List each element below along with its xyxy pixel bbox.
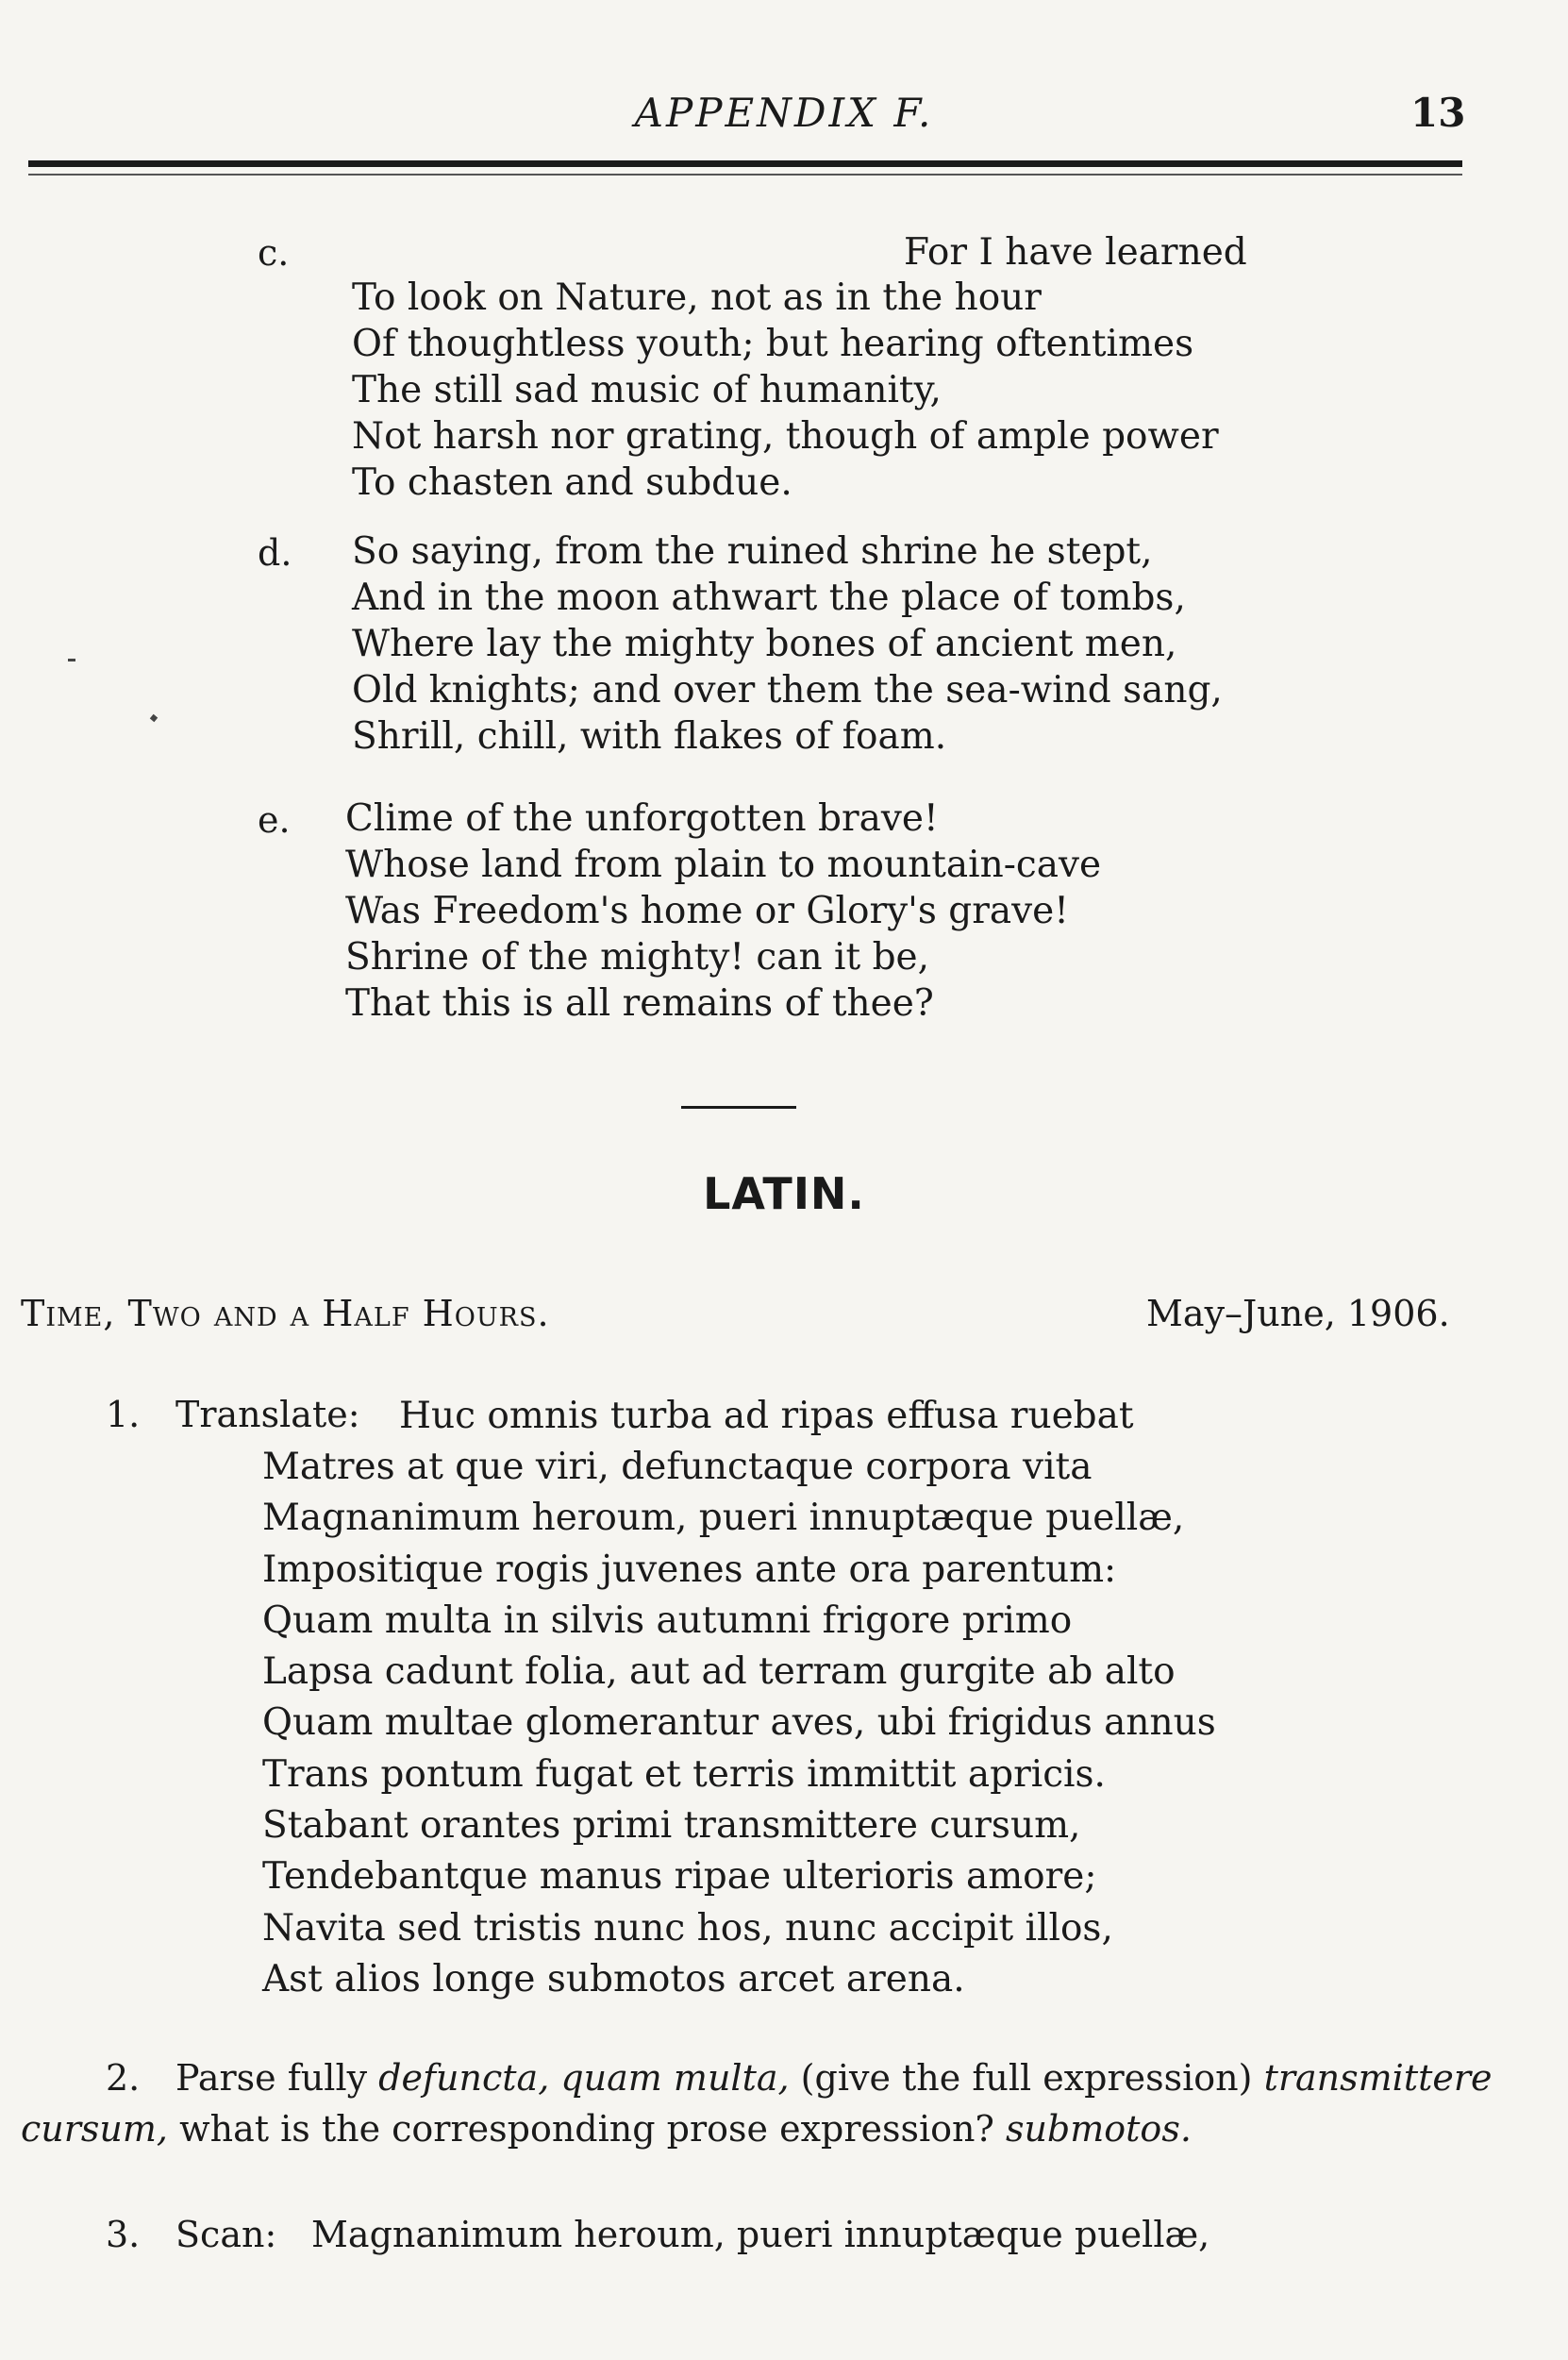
latin-verse-line: Magnanimum heroum, pueri innuptæque puellæ,	[262, 1497, 1185, 1540]
print-speck	[150, 714, 158, 722]
passage-c-label: c.	[258, 232, 290, 274]
passage-e-label: e.	[258, 799, 291, 841]
verse-line: So saying, from the ruined shrine he stept,	[352, 530, 1153, 573]
question-1-instruction: Translate:	[175, 1394, 360, 1435]
question-1-number: 1.	[106, 1394, 141, 1435]
q2-italic-term: transmittere	[1263, 2057, 1493, 2099]
latin-verse-line: Stabant orantes primi transmittere cursum,	[262, 1804, 1081, 1848]
verse-line: Whose land from plain to mountain-cave	[345, 844, 1102, 886]
verse-line: To look on Nature, not as in the hour	[352, 276, 1042, 319]
verse-line: That this is all remains of thee?	[345, 982, 934, 1025]
latin-verse-line: Huc omnis turba ad ripas effusa ruebat	[399, 1395, 1134, 1437]
verse-line: Shrill, chill, with flakes of foam.	[352, 715, 947, 758]
q2-text: what is the corresponding prose expression?	[168, 2108, 1006, 2150]
latin-verse-line: Quam multae glomerantur aves, ubi frigidus annus	[262, 1701, 1216, 1745]
latin-verse-line: Tendebantque manus ripae ulterioris amore;	[262, 1855, 1097, 1899]
question-3-text: Magnanimum heroum, pueri innuptæque puellæ,	[311, 2214, 1210, 2255]
passage-c-first-line: For I have learned	[904, 231, 1247, 274]
latin-heading: LATIN.	[703, 1168, 865, 1219]
verse-line: The still sad music of humanity,	[352, 369, 942, 411]
header-rule-thick	[28, 160, 1462, 167]
section-separator	[681, 1106, 796, 1109]
question-3-instruction: Scan:	[175, 2214, 277, 2255]
question-2-number: 2.	[106, 2057, 141, 2099]
question-3-number: 3.	[106, 2214, 141, 2255]
header-rule-thin	[28, 174, 1462, 176]
exam-time: Time, Two and a Half Hours.	[21, 1293, 550, 1334]
exam-date: May–June, 1906.	[1146, 1293, 1450, 1334]
verse-line: Was Freedom's home or Glory's grave!	[345, 890, 1069, 932]
passage-e	[345, 795, 1101, 1027]
passage-d-label: d.	[258, 532, 292, 574]
q2-text: Parse fully	[175, 2057, 379, 2099]
verse-line: To chasten and subdue.	[352, 461, 792, 504]
q2-text: (give the full expression)	[789, 2057, 1264, 2099]
latin-verse-line: Impositique rogis juvenes ante ora parentum:	[262, 1548, 1117, 1591]
passage-d	[352, 528, 1223, 760]
q2-italic-term: defuncta, quam multa,	[378, 2057, 790, 2099]
verse-line: And in the moon athwart the place of tombs,	[352, 577, 1186, 619]
latin-verse-line: Ast alios longe submotos arcet arena.	[262, 1957, 965, 2000]
verse-line: Where lay the mighty bones of ancient men,	[352, 623, 1177, 665]
page-number: 13	[1410, 90, 1466, 136]
question-2-line-1	[175, 2057, 1493, 2099]
latin-verse-line: Trans pontum fugat et terris immittit apricis.	[262, 1752, 1106, 1796]
latin-verse-line: Matres at que viri, defunctaque corpora vita	[262, 1446, 1093, 1488]
verse-line: Not harsh nor grating, though of ample power	[352, 415, 1219, 458]
question-2-line-2	[21, 2108, 1192, 2150]
passage-c	[352, 275, 1219, 506]
verse-line: Of thoughtless youth; but hearing oftentimes	[352, 323, 1194, 365]
q2-italic-term: cursum,	[21, 2108, 169, 2150]
verse-line: Shrine of the mighty! can it be,	[345, 936, 930, 979]
verse-line: Clime of the unforgotten brave!	[345, 797, 939, 840]
q2-italic-term: submotos.	[1005, 2108, 1192, 2150]
verse-line: Old knights; and over them the sea-wind sang,	[352, 669, 1223, 711]
print-speck	[68, 659, 75, 661]
latin-verse-line: Navita sed tristis nunc hos, nunc accipit illos,	[262, 1906, 1113, 1950]
latin-verse-line: Quam multa in silvis autumni frigore primo	[262, 1598, 1073, 1642]
running-header-title: APPENDIX F.	[634, 90, 934, 136]
latin-passage	[262, 1442, 1216, 2005]
latin-verse-line: Lapsa cadunt folia, aut ad terram gurgite ab alto	[262, 1650, 1176, 1694]
